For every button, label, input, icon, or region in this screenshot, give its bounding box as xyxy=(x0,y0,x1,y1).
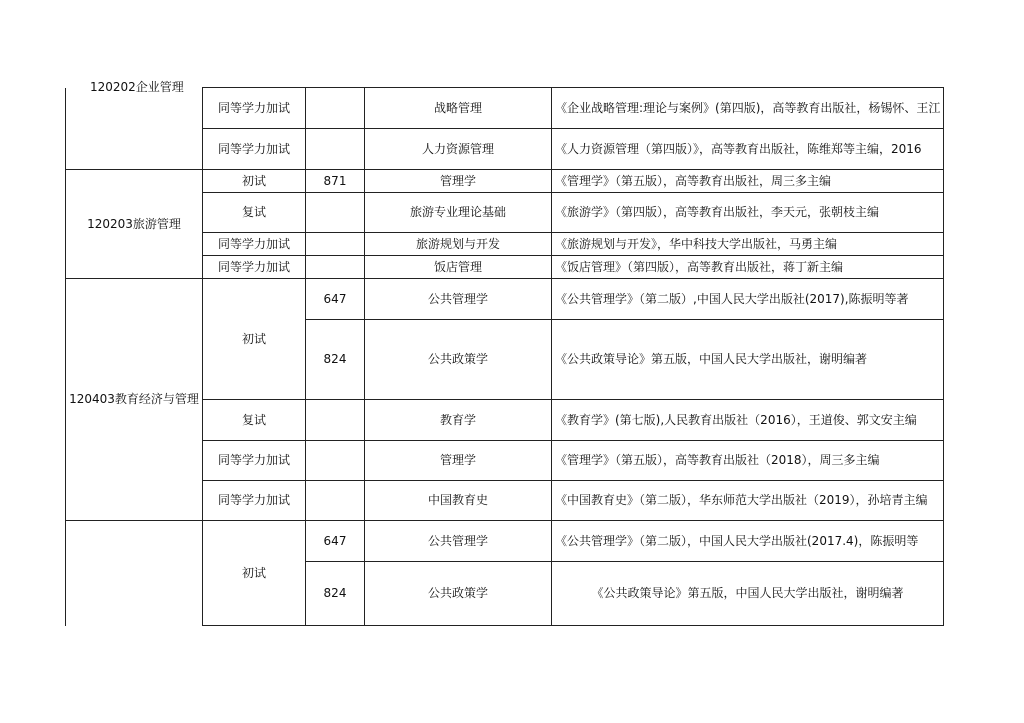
code-cell xyxy=(305,480,365,521)
type-cell: 同等学力加试 xyxy=(202,87,306,129)
code-cell: 871 xyxy=(305,169,365,193)
book-cell: 《公共管理学》（第二版），中国人民大学出版社(2017.4)，陈振明等 xyxy=(551,520,944,562)
major-cell: 120203旅游管理 xyxy=(65,169,203,279)
type-cell: 初试 xyxy=(202,278,306,400)
book-cell: 《公共政策导论》第五版，中国人民大学出版社，谢明编著 xyxy=(551,561,944,626)
subject-cell: 公共管理学 xyxy=(364,520,552,562)
book-cell: 《旅游学》（第四版），高等教育出版社，李天元，张朝枝主编 xyxy=(551,192,944,233)
book-cell: 《人力资源管理（第四版）》，高等教育出版社，陈维郑等主编，2016 xyxy=(551,128,944,170)
code-cell xyxy=(305,440,365,481)
type-cell: 同等学力加试 xyxy=(202,128,306,170)
code-cell: 824 xyxy=(305,561,365,626)
subject-cell: 公共管理学 xyxy=(364,278,552,320)
book-cell: 《教育学》(第七版),人民教育出版社（2016），王道俊、郭文安主编 xyxy=(551,399,944,441)
table-major-divider xyxy=(65,520,203,521)
subject-cell: 旅游规划与开发 xyxy=(364,232,552,256)
book-cell: 《企业战略管理:理论与案例》(第四版)，高等教育出版社，杨锡怀、王江 xyxy=(551,87,944,129)
code-cell: 647 xyxy=(305,520,365,562)
code-cell xyxy=(305,87,365,129)
type-cell: 复试 xyxy=(202,399,306,441)
book-cell: 《公共管理学》（第二版）,中国人民大学出版社(2017),陈振明等著 xyxy=(551,278,944,320)
code-cell: 647 xyxy=(305,278,365,320)
major-cell: 120403教育经济与管理 xyxy=(65,278,203,521)
book-cell: 《饭店管理》（第四版），高等教育出版社，蒋丁新主编 xyxy=(551,255,944,279)
code-cell xyxy=(305,255,365,279)
subject-cell: 战略管理 xyxy=(364,87,552,129)
type-cell: 复试 xyxy=(202,192,306,233)
table-left-edge xyxy=(65,88,66,169)
book-cell: 《管理学》（第五版），高等教育出版社（2018），周三多主编 xyxy=(551,440,944,481)
subject-cell: 管理学 xyxy=(364,440,552,481)
code-cell: 824 xyxy=(305,319,365,400)
subject-cell: 饭店管理 xyxy=(364,255,552,279)
subject-cell: 教育学 xyxy=(364,399,552,441)
type-cell: 初试 xyxy=(202,520,306,626)
type-cell: 同等学力加试 xyxy=(202,480,306,521)
table-left-edge xyxy=(65,520,66,626)
book-cell: 《旅游规划与开发》，华中科技大学出版社，马勇主编 xyxy=(551,232,944,256)
type-cell: 同等学力加试 xyxy=(202,255,306,279)
code-cell xyxy=(305,192,365,233)
subject-cell: 旅游专业理论基础 xyxy=(364,192,552,233)
subject-cell: 中国教育史 xyxy=(364,480,552,521)
type-cell: 初试 xyxy=(202,169,306,193)
book-cell: 《管理学》（第五版），高等教育出版社，周三多主编 xyxy=(551,169,944,193)
subject-cell: 管理学 xyxy=(364,169,552,193)
code-cell xyxy=(305,232,365,256)
type-cell: 同等学力加试 xyxy=(202,440,306,481)
book-cell: 《中国教育史》（第二版），华东师范大学出版社（2019），孙培青主编 xyxy=(551,480,944,521)
type-cell: 同等学力加试 xyxy=(202,232,306,256)
book-cell: 《公共政策导论》第五版，中国人民大学出版社，谢明编著 xyxy=(551,319,944,400)
major-label-cut: 120202企业管理 xyxy=(90,80,184,94)
subject-cell: 人力资源管理 xyxy=(364,128,552,170)
code-cell xyxy=(305,128,365,170)
subject-cell: 公共政策学 xyxy=(364,561,552,626)
code-cell xyxy=(305,399,365,441)
subject-cell: 公共政策学 xyxy=(364,319,552,400)
